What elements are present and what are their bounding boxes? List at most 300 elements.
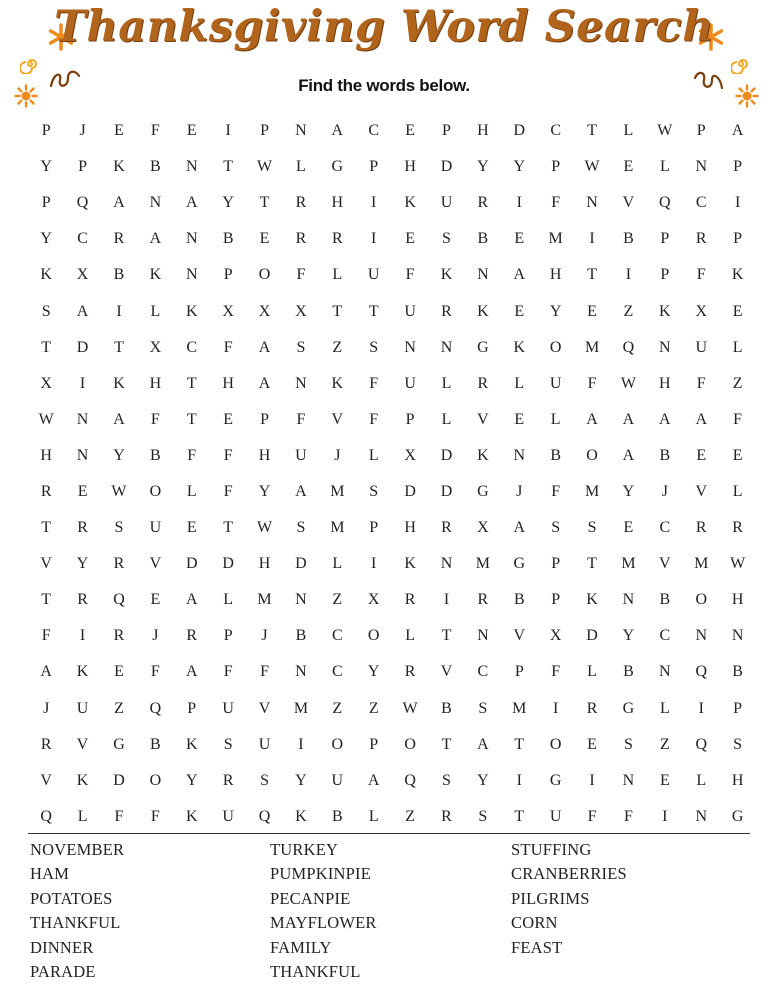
grid-letter[interactable]: K: [659, 302, 671, 320]
grid-letter[interactable]: G: [549, 771, 562, 789]
grid-letter[interactable]: D: [185, 555, 198, 573]
grid-letter[interactable]: T: [41, 591, 52, 609]
grid-letter[interactable]: V: [331, 410, 344, 428]
grid-letter[interactable]: K: [440, 266, 453, 284]
grid-letter[interactable]: D: [76, 338, 89, 356]
grid-letter[interactable]: Q: [40, 807, 52, 825]
grid-letter[interactable]: L: [186, 482, 197, 500]
grid-letter[interactable]: Q: [113, 591, 125, 609]
grid-letter[interactable]: E: [514, 302, 525, 320]
grid-letter[interactable]: F: [260, 663, 269, 681]
grid-letter[interactable]: C: [477, 663, 489, 681]
grid-letter[interactable]: M: [512, 699, 527, 717]
grid-letter[interactable]: B: [150, 446, 161, 464]
grid-letter[interactable]: R: [113, 230, 125, 248]
grid-letter[interactable]: V: [477, 410, 489, 428]
grid-letter[interactable]: B: [513, 591, 525, 609]
grid-letter[interactable]: S: [733, 735, 743, 753]
grid-letter[interactable]: L: [587, 663, 597, 681]
grid-letter[interactable]: Y: [40, 230, 52, 248]
grid-letter[interactable]: F: [296, 410, 306, 428]
grid-letter[interactable]: P: [442, 122, 451, 140]
grid-letter[interactable]: R: [40, 482, 52, 500]
grid-letter[interactable]: L: [441, 374, 452, 392]
grid-letter[interactable]: I: [443, 591, 450, 609]
grid-letter[interactable]: T: [114, 338, 124, 356]
grid-letter[interactable]: M: [584, 338, 600, 356]
grid-letter[interactable]: D: [440, 158, 453, 176]
grid-letter[interactable]: I: [553, 699, 559, 717]
grid-letter[interactable]: P: [551, 555, 561, 573]
grid-letter[interactable]: I: [589, 230, 595, 248]
grid-letter[interactable]: Z: [332, 338, 343, 356]
grid-letter[interactable]: B: [331, 807, 343, 825]
grid-letter[interactable]: U: [295, 446, 307, 464]
grid-letter[interactable]: S: [296, 338, 306, 356]
grid-letter[interactable]: R: [441, 807, 452, 825]
grid-letter[interactable]: V: [513, 627, 526, 645]
grid-letter[interactable]: E: [659, 771, 670, 789]
grid-letter[interactable]: M: [584, 482, 600, 500]
grid-letter[interactable]: R: [40, 735, 52, 753]
grid-letter[interactable]: N: [149, 194, 162, 212]
grid-letter[interactable]: Q: [149, 699, 162, 717]
grid-letter[interactable]: O: [149, 771, 162, 789]
grid-letter[interactable]: K: [404, 194, 416, 212]
grid-letter[interactable]: S: [114, 519, 124, 537]
grid-letter[interactable]: R: [477, 374, 489, 392]
grid-letter[interactable]: W: [256, 519, 273, 537]
grid-letter[interactable]: N: [76, 446, 89, 464]
grid-letter[interactable]: V: [622, 194, 635, 212]
grid-letter[interactable]: Y: [113, 446, 125, 464]
grid-letter[interactable]: X: [477, 519, 489, 537]
grid-letter[interactable]: N: [513, 446, 526, 464]
grid-letter[interactable]: G: [622, 699, 635, 717]
grid-letter[interactable]: K: [113, 374, 125, 392]
grid-letter[interactable]: B: [441, 699, 452, 717]
grid-letter[interactable]: E: [223, 410, 234, 428]
grid-letter[interactable]: S: [296, 519, 306, 537]
grid-letter[interactable]: I: [662, 807, 668, 825]
grid-letter[interactable]: B: [477, 230, 489, 248]
grid-letter[interactable]: C: [550, 122, 561, 140]
grid-letter[interactable]: B: [113, 266, 125, 284]
grid-letter[interactable]: P: [187, 699, 197, 717]
grid-letter[interactable]: S: [478, 807, 488, 825]
grid-letter[interactable]: R: [113, 555, 125, 573]
grid-letter[interactable]: I: [79, 627, 86, 645]
grid-letter[interactable]: K: [731, 266, 744, 284]
grid-letter[interactable]: W: [402, 699, 418, 717]
grid-letter[interactable]: D: [295, 555, 307, 573]
grid-letter[interactable]: F: [150, 807, 160, 825]
grid-letter[interactable]: I: [516, 771, 522, 789]
grid-letter[interactable]: L: [405, 627, 415, 645]
grid-letter[interactable]: F: [369, 410, 379, 428]
grid-letter[interactable]: U: [549, 807, 562, 825]
grid-letter[interactable]: E: [150, 591, 161, 609]
grid-letter[interactable]: H: [40, 446, 52, 464]
grid-letter[interactable]: N: [695, 807, 707, 825]
grid-letter[interactable]: H: [659, 374, 671, 392]
grid-letter[interactable]: A: [622, 410, 635, 428]
grid-letter[interactable]: I: [734, 194, 741, 212]
grid-letter[interactable]: K: [40, 266, 52, 284]
grid-letter[interactable]: C: [331, 627, 343, 645]
grid-letter[interactable]: B: [623, 663, 634, 681]
grid-letter[interactable]: A: [113, 410, 125, 428]
grid-letter[interactable]: E: [114, 122, 124, 140]
grid-letter[interactable]: Q: [695, 663, 707, 681]
grid-letter[interactable]: S: [623, 735, 633, 753]
grid-letter[interactable]: F: [150, 663, 160, 681]
grid-letter[interactable]: T: [186, 374, 197, 392]
grid-letter[interactable]: A: [40, 663, 52, 681]
grid-letter[interactable]: L: [550, 410, 561, 428]
grid-letter[interactable]: K: [404, 555, 416, 573]
grid-letter[interactable]: S: [369, 482, 379, 500]
grid-letter[interactable]: D: [440, 482, 453, 500]
grid-letter[interactable]: T: [587, 266, 597, 284]
grid-letter[interactable]: B: [623, 230, 634, 248]
grid-letter[interactable]: T: [368, 302, 379, 320]
grid-letter[interactable]: D: [440, 446, 453, 464]
grid-letter[interactable]: V: [659, 555, 671, 573]
grid-letter[interactable]: H: [731, 591, 744, 609]
grid-letter[interactable]: J: [152, 627, 159, 645]
grid-letter[interactable]: B: [150, 158, 161, 176]
grid-letter[interactable]: R: [441, 302, 452, 320]
grid-letter[interactable]: U: [222, 699, 234, 717]
grid-letter[interactable]: V: [258, 699, 271, 717]
grid-letter[interactable]: S: [442, 230, 451, 248]
grid-letter[interactable]: A: [185, 194, 198, 212]
grid-letter[interactable]: B: [150, 735, 161, 753]
grid-letter[interactable]: O: [695, 591, 707, 609]
grid-letter[interactable]: A: [113, 194, 125, 212]
grid-letter[interactable]: N: [731, 627, 744, 645]
grid-letter[interactable]: P: [405, 410, 415, 428]
grid-letter[interactable]: O: [586, 446, 598, 464]
grid-letter[interactable]: J: [661, 482, 668, 500]
grid-letter[interactable]: A: [695, 410, 707, 428]
grid-letter[interactable]: F: [296, 266, 306, 284]
grid-letter[interactable]: A: [513, 519, 526, 537]
grid-letter[interactable]: L: [150, 302, 161, 320]
grid-letter[interactable]: V: [76, 735, 89, 753]
grid-letter[interactable]: I: [298, 735, 304, 753]
grid-letter[interactable]: T: [332, 302, 343, 320]
grid-letter[interactable]: I: [116, 302, 122, 320]
grid-letter[interactable]: M: [330, 482, 345, 500]
grid-letter[interactable]: F: [223, 446, 233, 464]
grid-letter[interactable]: F: [223, 482, 233, 500]
grid-letter[interactable]: A: [367, 771, 380, 789]
grid-letter[interactable]: N: [695, 627, 707, 645]
grid-letter[interactable]: A: [731, 122, 744, 140]
grid-letter[interactable]: V: [695, 482, 707, 500]
grid-letter[interactable]: N: [185, 230, 198, 248]
grid-letter[interactable]: I: [516, 194, 522, 212]
grid-letter[interactable]: T: [441, 735, 452, 753]
grid-letter[interactable]: X: [549, 627, 562, 645]
grid-letter[interactable]: H: [258, 446, 271, 464]
grid-letter[interactable]: A: [513, 266, 526, 284]
grid-letter[interactable]: P: [514, 663, 524, 681]
grid-letter[interactable]: S: [587, 519, 597, 537]
grid-letter[interactable]: X: [149, 338, 162, 356]
grid-letter[interactable]: B: [550, 446, 561, 464]
grid-letter[interactable]: N: [586, 194, 598, 212]
grid-letter[interactable]: P: [369, 158, 379, 176]
grid-letter[interactable]: M: [548, 230, 563, 248]
grid-letter[interactable]: P: [41, 122, 51, 140]
grid-letter[interactable]: M: [257, 591, 272, 609]
grid-letter[interactable]: Y: [367, 663, 380, 681]
grid-letter[interactable]: Q: [659, 194, 671, 212]
grid-letter[interactable]: Z: [659, 735, 670, 753]
grid-letter[interactable]: Z: [732, 374, 743, 392]
grid-letter[interactable]: F: [114, 807, 124, 825]
grid-letter[interactable]: K: [586, 591, 598, 609]
grid-letter[interactable]: N: [659, 338, 671, 356]
grid-letter[interactable]: A: [331, 122, 344, 140]
grid-letter[interactable]: R: [77, 591, 88, 609]
grid-letter[interactable]: A: [185, 591, 198, 609]
grid-letter[interactable]: U: [258, 735, 271, 753]
grid-letter[interactable]: Z: [332, 699, 343, 717]
grid-letter[interactable]: I: [589, 771, 595, 789]
grid-letter[interactable]: K: [185, 302, 198, 320]
grid-letter[interactable]: Q: [622, 338, 635, 356]
grid-letter[interactable]: H: [731, 771, 744, 789]
grid-letter[interactable]: Y: [185, 771, 198, 789]
grid-letter[interactable]: Y: [76, 555, 89, 573]
grid-letter[interactable]: Z: [405, 807, 415, 825]
grid-letter[interactable]: J: [79, 122, 86, 140]
grid-letter[interactable]: U: [404, 302, 416, 320]
grid-letter[interactable]: P: [733, 699, 743, 717]
grid-letter[interactable]: S: [551, 519, 561, 537]
grid-letter[interactable]: P: [369, 735, 379, 753]
grid-letter[interactable]: D: [404, 482, 416, 500]
grid-letter[interactable]: W: [620, 374, 636, 392]
grid-letter[interactable]: E: [587, 735, 597, 753]
grid-letter[interactable]: Y: [549, 302, 562, 320]
grid-letter[interactable]: M: [694, 555, 709, 573]
grid-letter[interactable]: O: [549, 735, 562, 753]
grid-letter[interactable]: U: [549, 374, 562, 392]
grid-letter[interactable]: P: [551, 591, 561, 609]
grid-letter[interactable]: W: [111, 482, 127, 500]
grid-letter[interactable]: P: [551, 158, 561, 176]
grid-letter[interactable]: E: [405, 122, 415, 140]
grid-letter[interactable]: U: [440, 194, 453, 212]
grid-letter[interactable]: X: [258, 302, 271, 320]
grid-letter[interactable]: C: [368, 122, 380, 140]
grid-letter[interactable]: R: [695, 519, 707, 537]
grid-letter[interactable]: W: [730, 555, 746, 573]
grid-letter[interactable]: T: [186, 410, 197, 428]
grid-letter[interactable]: A: [185, 663, 198, 681]
grid-letter[interactable]: B: [659, 591, 671, 609]
grid-letter[interactable]: A: [586, 410, 598, 428]
grid-letter[interactable]: K: [185, 735, 198, 753]
grid-letter[interactable]: P: [41, 194, 51, 212]
grid-letter[interactable]: C: [331, 663, 343, 681]
grid-letter[interactable]: Q: [695, 735, 707, 753]
grid-letter[interactable]: L: [659, 699, 670, 717]
grid-letter[interactable]: K: [477, 446, 489, 464]
grid-letter[interactable]: N: [659, 663, 671, 681]
grid-letter[interactable]: J: [516, 482, 523, 500]
grid-letter[interactable]: X: [695, 302, 707, 320]
grid-letter[interactable]: L: [732, 338, 743, 356]
grid-letter[interactable]: G: [477, 338, 489, 356]
grid-letter[interactable]: B: [732, 663, 743, 681]
grid-letter[interactable]: N: [477, 627, 489, 645]
grid-letter[interactable]: L: [223, 591, 234, 609]
grid-letter[interactable]: P: [660, 266, 670, 284]
grid-letter[interactable]: F: [223, 338, 233, 356]
grid-letter[interactable]: A: [76, 302, 89, 320]
grid-letter[interactable]: Q: [404, 771, 416, 789]
grid-letter[interactable]: T: [441, 627, 452, 645]
grid-letter[interactable]: U: [222, 807, 234, 825]
grid-letter[interactable]: O: [258, 266, 271, 284]
grid-letter[interactable]: T: [259, 194, 270, 212]
grid-letter[interactable]: F: [405, 266, 415, 284]
grid-letter[interactable]: S: [478, 699, 488, 717]
grid-letter[interactable]: Q: [76, 194, 89, 212]
grid-letter[interactable]: V: [440, 663, 453, 681]
grid-letter[interactable]: F: [551, 194, 561, 212]
grid-letter[interactable]: I: [625, 266, 632, 284]
grid-letter[interactable]: R: [586, 699, 598, 717]
grid-letter[interactable]: L: [659, 158, 670, 176]
grid-letter[interactable]: X: [404, 446, 416, 464]
grid-letter[interactable]: L: [332, 266, 343, 284]
grid-letter[interactable]: N: [404, 338, 416, 356]
grid-letter[interactable]: G: [477, 482, 489, 500]
grid-letter[interactable]: F: [223, 663, 233, 681]
grid-letter[interactable]: N: [440, 338, 453, 356]
grid-letter[interactable]: Y: [295, 771, 307, 789]
grid-letter[interactable]: A: [477, 735, 489, 753]
grid-letter[interactable]: K: [513, 338, 526, 356]
grid-letter[interactable]: Y: [222, 194, 234, 212]
grid-letter[interactable]: E: [732, 446, 743, 464]
grid-letter[interactable]: H: [258, 555, 271, 573]
grid-letter[interactable]: E: [114, 663, 124, 681]
grid-letter[interactable]: L: [514, 374, 525, 392]
grid-letter[interactable]: Y: [477, 771, 489, 789]
grid-letter[interactable]: U: [76, 699, 89, 717]
grid-letter[interactable]: S: [442, 771, 451, 789]
grid-letter[interactable]: G: [513, 555, 526, 573]
grid-letter[interactable]: N: [622, 591, 635, 609]
grid-letter[interactable]: A: [258, 338, 271, 356]
grid-letter[interactable]: E: [186, 122, 197, 140]
grid-letter[interactable]: P: [223, 627, 233, 645]
grid-letter[interactable]: K: [76, 771, 89, 789]
grid-letter[interactable]: V: [149, 555, 162, 573]
grid-letter[interactable]: P: [260, 410, 269, 428]
grid-letter[interactable]: E: [696, 446, 707, 464]
grid-letter[interactable]: R: [331, 230, 343, 248]
grid-letter[interactable]: Y: [258, 482, 271, 500]
grid-letter[interactable]: D: [513, 122, 526, 140]
grid-letter[interactable]: E: [732, 302, 743, 320]
grid-letter[interactable]: R: [77, 519, 88, 537]
grid-letter[interactable]: A: [622, 446, 635, 464]
grid-letter[interactable]: I: [371, 230, 377, 248]
grid-letter[interactable]: V: [40, 555, 52, 573]
grid-letter[interactable]: A: [258, 374, 271, 392]
grid-letter[interactable]: E: [514, 410, 525, 428]
grid-letter[interactable]: U: [331, 771, 344, 789]
grid-letter[interactable]: P: [78, 158, 88, 176]
grid-letter[interactable]: L: [623, 122, 634, 140]
grid-letter[interactable]: L: [368, 446, 379, 464]
grid-letter[interactable]: R: [113, 627, 125, 645]
grid-letter[interactable]: F: [696, 374, 706, 392]
grid-letter[interactable]: K: [295, 807, 307, 825]
grid-letter[interactable]: L: [732, 482, 743, 500]
grid-letter[interactable]: E: [405, 230, 415, 248]
grid-letter[interactable]: O: [331, 735, 344, 753]
grid-letter[interactable]: R: [295, 194, 307, 212]
grid-letter[interactable]: L: [296, 158, 306, 176]
grid-letter[interactable]: D: [113, 771, 125, 789]
grid-letter[interactable]: H: [222, 374, 234, 392]
grid-letter[interactable]: R: [732, 519, 743, 537]
grid-letter[interactable]: M: [330, 519, 345, 537]
grid-letter[interactable]: J: [334, 446, 341, 464]
grid-letter[interactable]: S: [41, 302, 51, 320]
grid-letter[interactable]: A: [149, 230, 162, 248]
grid-letter[interactable]: N: [185, 158, 198, 176]
grid-letter[interactable]: S: [369, 338, 379, 356]
grid-letter[interactable]: I: [698, 699, 704, 717]
grid-letter[interactable]: X: [295, 302, 307, 320]
grid-letter[interactable]: E: [77, 482, 88, 500]
grid-letter[interactable]: B: [659, 446, 671, 464]
grid-letter[interactable]: I: [371, 194, 377, 212]
grid-letter[interactable]: R: [404, 591, 416, 609]
grid-letter[interactable]: F: [41, 627, 51, 645]
grid-letter[interactable]: F: [551, 482, 561, 500]
grid-letter[interactable]: E: [186, 519, 197, 537]
grid-letter[interactable]: I: [225, 122, 231, 140]
grid-letter[interactable]: P: [369, 519, 379, 537]
grid-letter[interactable]: T: [223, 519, 234, 537]
grid-letter[interactable]: T: [514, 735, 525, 753]
grid-letter[interactable]: H: [149, 374, 162, 392]
grid-letter[interactable]: B: [222, 230, 234, 248]
grid-letter[interactable]: F: [551, 663, 561, 681]
grid-letter[interactable]: Y: [622, 482, 635, 500]
grid-letter[interactable]: K: [113, 158, 125, 176]
grid-letter[interactable]: W: [584, 158, 600, 176]
grid-letter[interactable]: U: [149, 519, 162, 537]
grid-letter[interactable]: T: [41, 519, 52, 537]
grid-letter[interactable]: B: [295, 627, 307, 645]
grid-letter[interactable]: E: [587, 302, 597, 320]
grid-letter[interactable]: U: [695, 338, 707, 356]
grid-letter[interactable]: N: [295, 122, 307, 140]
